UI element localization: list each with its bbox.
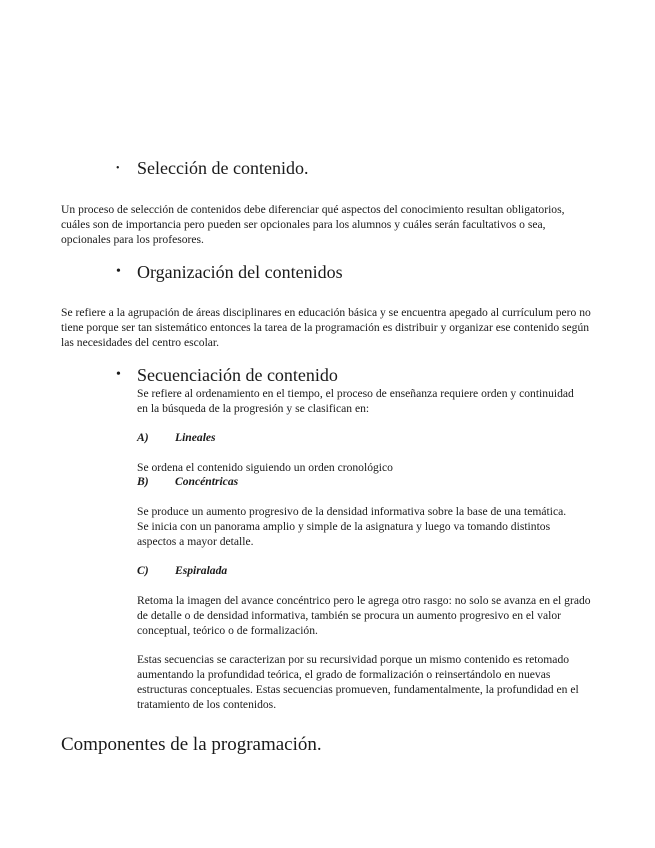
subheading-letter: B) (137, 475, 149, 488)
bullet-icon: • (116, 367, 121, 382)
subheading-concentricas (137, 474, 238, 489)
paragraph-concentricas: Se produce un aumento progresivo de la densidad informativa sobre la base de una temática. Se inicia con un panorama amplio y simple de la asignatura y luego va tomando distintos aspectos a mayor detalle. (137, 505, 567, 548)
subheading-label: Espiralada (175, 564, 228, 577)
heading-componentes: Componentes de la programación. (61, 734, 322, 755)
bullet-icon: • (116, 264, 121, 279)
subheading-label: Concéntricas (175, 475, 239, 488)
paragraph-seleccion: Un proceso de selección de contenidos debe diferenciar qué aspectos del conocimiento resultan obligatorios, cuáles son de importancia pero pueden ser opcionales para los alumnos y cuáles serán facultativos o sea, opcionales para los profesores. (61, 203, 565, 246)
section-heading-secuenciacion: Secuenciación de contenido (137, 365, 338, 385)
subheading-lineales (137, 430, 216, 445)
bullet-icon: • (116, 163, 120, 174)
subheading-label: Lineales (175, 431, 216, 444)
paragraph-lineales: Se ordena el contenido siguiendo un orden cronológico (137, 461, 393, 474)
paragraph-secuenciacion-intro: Se refiere al ordenamiento en el tiempo, el proceso de enseñanza requiere orden y continuidad en la búsqueda de la progresión y se clasifican en: (137, 387, 574, 415)
subheading-espiralada (137, 563, 227, 578)
subheading-letter: A) (137, 431, 149, 444)
paragraph-organizacion: Se refiere a la agrupación de áreas disciplinares en educación básica y se encuentra apegado al currículum pero no tiene porque ser tan sistemático entonces la tarea de la programación es distribuir y organizar ese contenido según las necesidades del centro escolar. (61, 306, 591, 349)
section-heading-organizacion: Organización del contenidos (137, 262, 343, 282)
section-heading-seleccion: Selección de contenido. (137, 158, 309, 178)
subheading-letter: C) (137, 564, 149, 577)
paragraph-espiralada: Retoma la imagen del avance concéntrico pero le agrega otro rasgo: no solo se avanza en el grado de detalle o de densidad informativa, también se procura un aumento progresivo en el valor conceptual, teórico o de formalización. (137, 594, 591, 637)
paragraph-secuencias-closing: Estas secuencias se caracterizan por su recursividad porque un mismo contenido es retomado aumentando la profundidad teórica, el grado de formalización o reinsertándolo en nuevas estructuras conceptuales. Estas secuencias promueven, fundamentalmente, la profundidad en el tratamiento de los contenidos. (137, 653, 579, 711)
